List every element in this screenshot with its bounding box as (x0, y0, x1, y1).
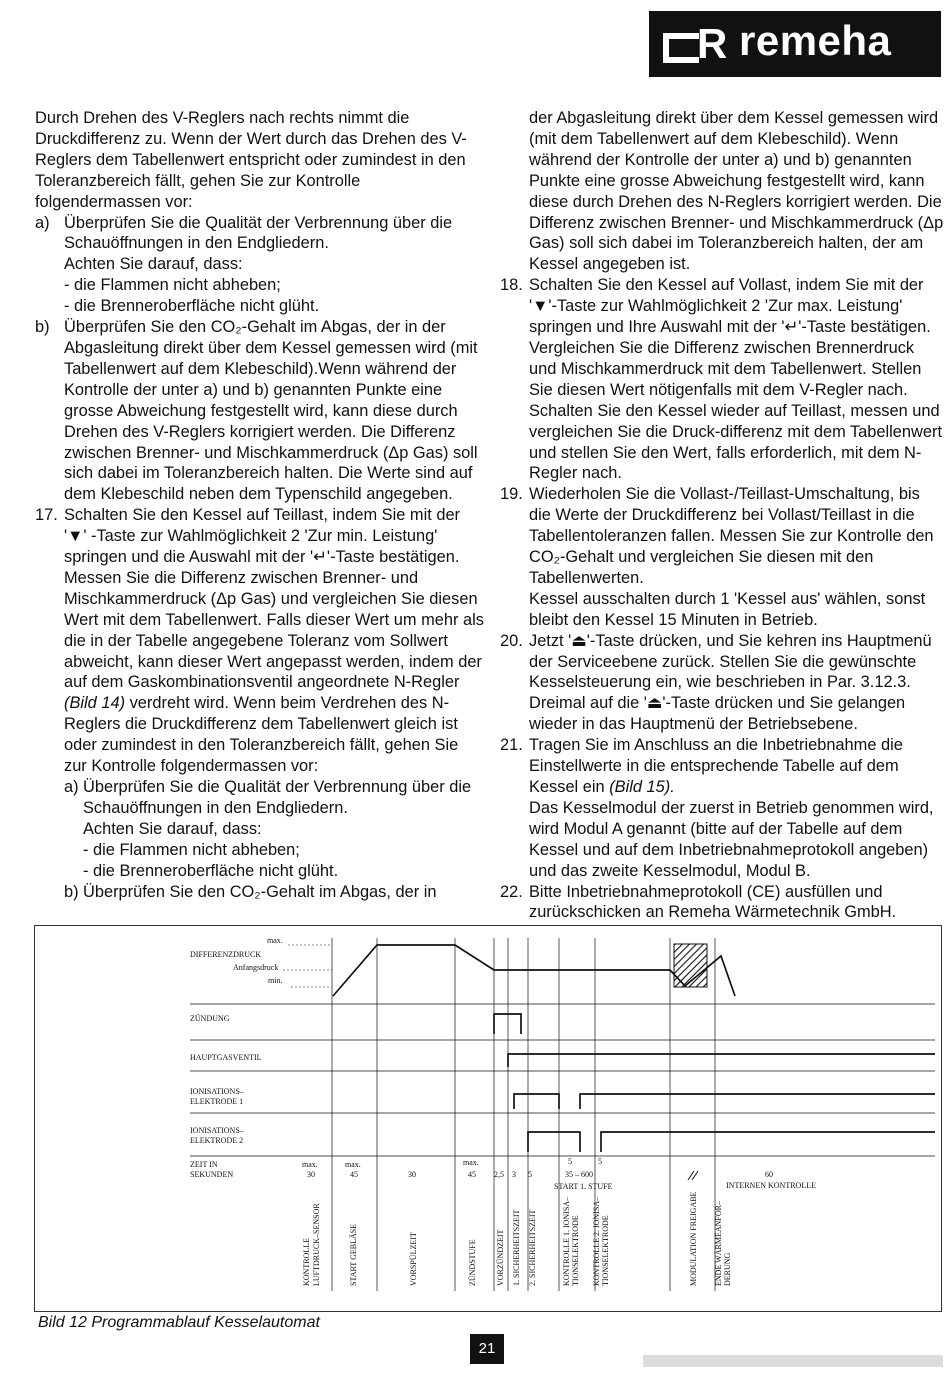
time-max-1: max. (302, 1160, 318, 1169)
time-7: 5 (528, 1170, 532, 1179)
row-label-zuendung: ZÜNDUNG (190, 1014, 230, 1023)
time-9: 5 (598, 1157, 602, 1166)
time-6: 3 (512, 1170, 516, 1179)
step-22: 22. Bitte Inbetriebnahmeprotokoll (CE) ausfüllen und zurückschicken an Remeha Wärmetechnik GmbH. (500, 882, 897, 922)
time-4: 45 (468, 1170, 476, 1179)
time-8: 5 (568, 1157, 572, 1166)
intro-paragraph: Durch Drehen des V-Reglers nach rechts nimmt die Druckdifferenz zu. Wenn der Wert durch das Drehen des V-Reglers dem Tabellenwert entspricht oder zumindest in den Toleranzbereich fällt, gehen Sie zur Kontrolle folgendermassen vor: (35, 109, 467, 211)
row-label-ion2: IONISATIONS– (190, 1126, 244, 1135)
row-label-ion2-b: ELEKTRODE 2 (190, 1136, 244, 1145)
figure-reference: (Bild 15). (609, 778, 675, 796)
figure-caption: Bild 12 Programmablauf Kesselautomat (38, 1314, 320, 1331)
continued-paragraph: der Abgasleitung direkt über dem Kessel gemessen wird (mit dem Tabellenwert auf dem Klebeschild). Wenn während der Kontrolle der unter a) und b) genannten Punkte eine grosse Abweichung festgestellt wird, kann diese durch Drehen des N-Reglers korrigiert werden. Die Differenz zwischen Brenner- und Mischkammerdruck (Δp Gas) soll sich dabei im Toleranzbereich halten, der am Kessel angegeben ist. (529, 109, 944, 274)
phase-luftdruck-sensor: LUFTDRUCK–SENSOR (312, 1203, 321, 1286)
time-11: 60 (765, 1170, 773, 1179)
row-label-hauptgasventil: HAUPTGASVENTIL (190, 1053, 262, 1062)
phase-ende-waermeanforderung: ENDE WÄRMEANFOR– (714, 1201, 723, 1286)
phase-ende-waermeanforderung-b: DERUNG (723, 1252, 732, 1286)
row-label-zeit: ZEIT IN (190, 1160, 218, 1169)
hauptgasventil-signal (508, 1054, 935, 1067)
time-3: 30 (408, 1170, 416, 1179)
level-guides (283, 945, 332, 987)
step-20: 20. Jetzt '⏏'-Taste drücken, und Sie kehren ins Hauptmenü der Serviceebene zurück. Stellen Sie die gewünschte Kesselsteuerung ein, wie beschrieben in Par. 3.12.3. Dreimal auf die '⏏'-Taste drücken und Sie gelangen wieder in das Hauptmenü der Betriebsebene. (500, 631, 932, 734)
time-max-4: max. (463, 1158, 479, 1167)
time-10: 35 – 600 (565, 1170, 593, 1179)
phase-lines (332, 938, 715, 1291)
phase-kontrolle-ion1-b: TIONSELEKTRODE (571, 1215, 580, 1286)
brand-name: remeha (739, 17, 892, 64)
label-anfangsdruck: Anfangsdruck (233, 963, 279, 972)
phase-vorspuelzeit: VORSPÜLZEIT (409, 1232, 418, 1286)
time-5: 2,5 (494, 1170, 504, 1179)
timing-diagram (34, 925, 942, 1312)
footer-bar (643, 1355, 943, 1367)
time-1: 30 (307, 1170, 315, 1179)
phase-kontrolle-ion1: KONTROLLE 1. IONISA– (562, 1196, 571, 1286)
start-stufe-label: START 1. STUFE (554, 1182, 613, 1191)
interne-kontrolle-label: INTERNEN KONTROLLE (726, 1181, 816, 1190)
logo-mark-icon (663, 33, 699, 63)
time-max-2: max. (345, 1160, 361, 1169)
phase-kontrolle-ion2: KONTROLLE 2. IONISA– (592, 1196, 601, 1286)
row-label-differenzdruck: DIFFERENZDRUCK (190, 950, 262, 959)
step-21: 21. Tragen Sie im Anschluss an die Inbetriebnahme die Einstellwerte in die entsprechende Tabelle auf dem Kessel ein (Bild 15). Das Kesselmodul der zuerst in Betrieb genommen wird, wird Modul A genannt (bitte auf der Tabelle auf dem Kessel und auf dem Inbetriebnahmeprotokoll angeben) und das zweite Kesselmodul, Modul B. (500, 736, 934, 880)
hatched-area (674, 944, 707, 987)
phase-kontrolle-ion2-b: TIONSELEKTRODE (601, 1215, 610, 1286)
left-column (35, 108, 485, 902)
row-label-ion1: IONISATIONS– (190, 1087, 244, 1096)
ionisation2-signal-a (528, 1132, 580, 1152)
phase-kontrolle: KONTROLLE (302, 1238, 311, 1286)
ionisation2-signal-b (601, 1132, 935, 1152)
time-2: 45 (350, 1170, 358, 1179)
figure-reference: (Bild 14) (64, 694, 126, 713)
label-min: min. (268, 976, 283, 985)
ionisation1-signal-b (580, 1094, 935, 1109)
step-17b: b) Überprüfen Sie den CO₂-Gehalt im Abgas, der in (64, 882, 437, 901)
step-b: b) Überprüfen Sie den CO₂-Gehalt im Abgas, der in der Abgasleitung direkt über dem Kessel gemessen wird (mit Tabellenwert auf dem Klebeschild).Wenn während der Kontrolle der unter a) und b) genannten Punkte eine grosse Abweichung festgestellt wird, kann diese durch Drehen des V-Reglers korrigiert werden. Die Differenz zwischen Brenner- und Mischkammerdruck (Δp Gas) soll sich dabei im Toleranzbereich halten. Die Werte sind auf dem Klebeschild neben dem Typenschild angegeben. (35, 318, 478, 504)
ionisation1-signal-a (514, 1094, 559, 1109)
row-label-ion1-b: ELEKTRODE 1 (190, 1097, 244, 1106)
page-number: 21 (470, 1334, 504, 1364)
remeha-logo (649, 11, 941, 77)
step-18: 18. Schalten Sie den Kessel auf Vollast, indem Sie mit der '▼'-Taste zur Wahlmöglichkeit 2 'Zur max. Leistung' springen und Ihre Auswahl mit der '↵'-Taste bestätigen. Vergleichen Sie die Differenz zwischen Brennerdruck und Mischkammerdruck mit dem Tabellenwert. Stellen Sie diesen Wert nötigenfalls mit dem V-Regler nach. Schalten Sie den Kessel wieder auf Teillast, messen und vergleichen Sie die Druck-differenz mit dem Tabellenwert und stellen Sie den Wert, falls erforderlich, mit dem N-Regler nach. (500, 276, 942, 483)
break-marks-icon (688, 1171, 698, 1180)
step-17a: a) Überprüfen Sie die Qualität der Verbrennung über die Schauöffnungen in den Endgliedern. Achten Sie darauf, dass: - die Flammen nicht abheben; - die Brenneroberfläche nicht glüht. (64, 778, 472, 880)
logo-mark-r: R (697, 20, 728, 67)
row-label-sekunden: SEKUNDEN (190, 1170, 234, 1179)
right-column (500, 108, 945, 923)
label-max: max. (267, 936, 283, 945)
phase-start-geblaese: START GEBLÄSE (349, 1223, 358, 1286)
phase-modulation-freigabe: MODULATION FREIGABE (689, 1191, 698, 1286)
timing-diagram-svg (35, 926, 943, 1313)
phase-vorzuendzeit: VORZÜNDZEIT (496, 1229, 505, 1286)
row-separators (190, 1004, 935, 1156)
step-17: 17. Schalten Sie den Kessel auf Teillast, indem Sie mit der '▼' -Taste zur Wahlmöglichkeit 2 'Zur min. Leistung' springen und die Auswahl mit der '↵'-Taste bestätigen. Messen Sie die Differenz zwischen Brenner- und Mischkammerdruck (Δp Gas) und vergleichen Sie diesen Wert mit dem Tabellenwert. Falls dieser Wert um mehr als die in der Tabelle angegebene Toleranz vom Sollwert abweicht, kann dieser Wert angepasst werden, indem der auf dem Gaskombinationsventil angeordnete N-Regler (Bild 14) verdreht wird. Wenn beim Verdrehen des N-Reglers die Druckdifferenz dem Tabellenwert gleich ist oder zumindest in den Toleranzbereich fällt, gehen Sie zur Kontrolle folgendermassen vor: (35, 506, 484, 776)
step-19: 19. Wiederholen Sie die Vollast-/Teillast-Umschaltung, bis die Werte der Druckdifferenz bei Vollast/Teillast in die Tabellentoleranzen fallen. Messen Sie zur Kontrolle den CO₂-Gehalt und vergleichen Sie diesen mit den Tabellenwerten. Kessel ausschalten durch 1 'Kessel aus' wählen, sonst bleibt den Kessel 15 Minuten in Betrieb. (500, 485, 934, 629)
phase-sicherheitszeit-1: 1. SICHERHEITSZEIT (512, 1209, 521, 1286)
step-a: a) Überprüfen Sie die Qualität der Verbrennung über die Schauöffnungen in den Endgliedern. Achten Sie darauf, dass: - die Flammen nicht abheben; - die Brenneroberfläche nicht glüht. (35, 213, 453, 316)
phase-sicherheitszeit-2: 2. SICHERHEITSZEIT (528, 1209, 537, 1286)
zuendung-signal (494, 1014, 521, 1034)
phase-zuendstufe: ZÜNDSTUFE (468, 1239, 477, 1286)
